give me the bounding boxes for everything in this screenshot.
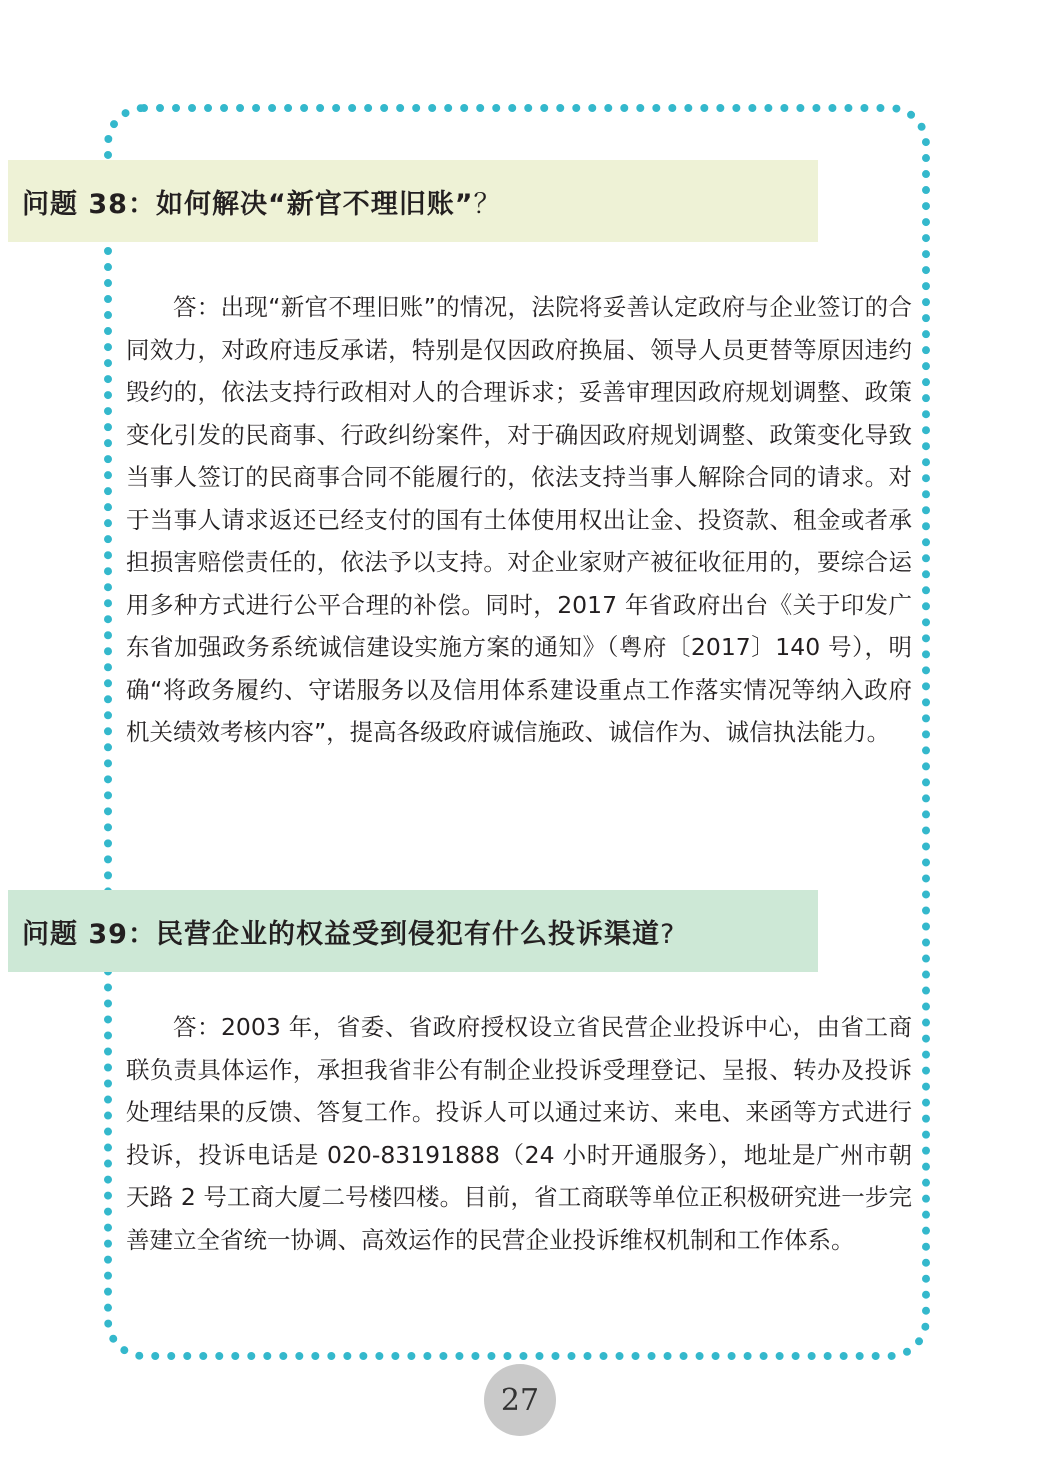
question-38-bar xyxy=(8,160,818,242)
question-39-mark: ? xyxy=(659,918,676,950)
question-38-mark: ？ xyxy=(473,188,502,220)
question-38-title: 问题 38：如何解决“新官不理旧账”？ xyxy=(22,188,502,220)
page-number: 27 xyxy=(484,1364,556,1436)
answer-38: 答：出现“新官不理旧账”的情况，法院将妥善认定政府与企业签订的合同效力，对政府违反承诺，特别是仅因政府换届、领导人员更替等原因违约毁约的，依法支持行政相对人的合理诉求；妥善审理因政府规划调整、政策变化引发的民商事、行政纠纷案件，对于确因政府规划调整、政策变化导致当事人签订的民商事合同不能履行的，依法支持当事人解除合同的请求。对于当事人请求返还已经支付的国有土体使用权出让金、投资款、租金或者承担损害赔偿责任的，依法予以支持。对企业家财产被征收征用的，要综合运用多种方式进行公平合理的补偿。同时，2017 年省政府出台《关于印发广东省加强政务系统诚信建设实施方案的通知》（粤府〔2017〕140 号），明确“将政务履约、守诺服务以及信用体系建设重点工作落实情况等纳入政府机关绩效考核内容”，提高各级政府诚信施政、诚信作为、诚信执法能力。 xyxy=(126,293,912,746)
question-39-bar xyxy=(8,890,818,972)
answer-39: 答：2003 年，省委、省政府授权设立省民营企业投诉中心，由省工商联负责具体运作，承担我省非公有制企业投诉受理登记、呈报、转办及投诉处理结果的反馈、答复工作。投诉人可以通过来访、来电、来函等方式进行投诉，投诉电话是 020-83191888（24 小时开通服务），地址是广州市朝天路 2 号工商大厦二号楼四楼。目前，省工商联等单位正积极研究进一步完善建立全省统一协调、高效运作的民营企业投诉维权机制和工作体系。 xyxy=(126,1013,912,1254)
question-39-title: 问题 39：民营企业的权益受到侵犯有什么投诉渠道? xyxy=(22,918,676,950)
